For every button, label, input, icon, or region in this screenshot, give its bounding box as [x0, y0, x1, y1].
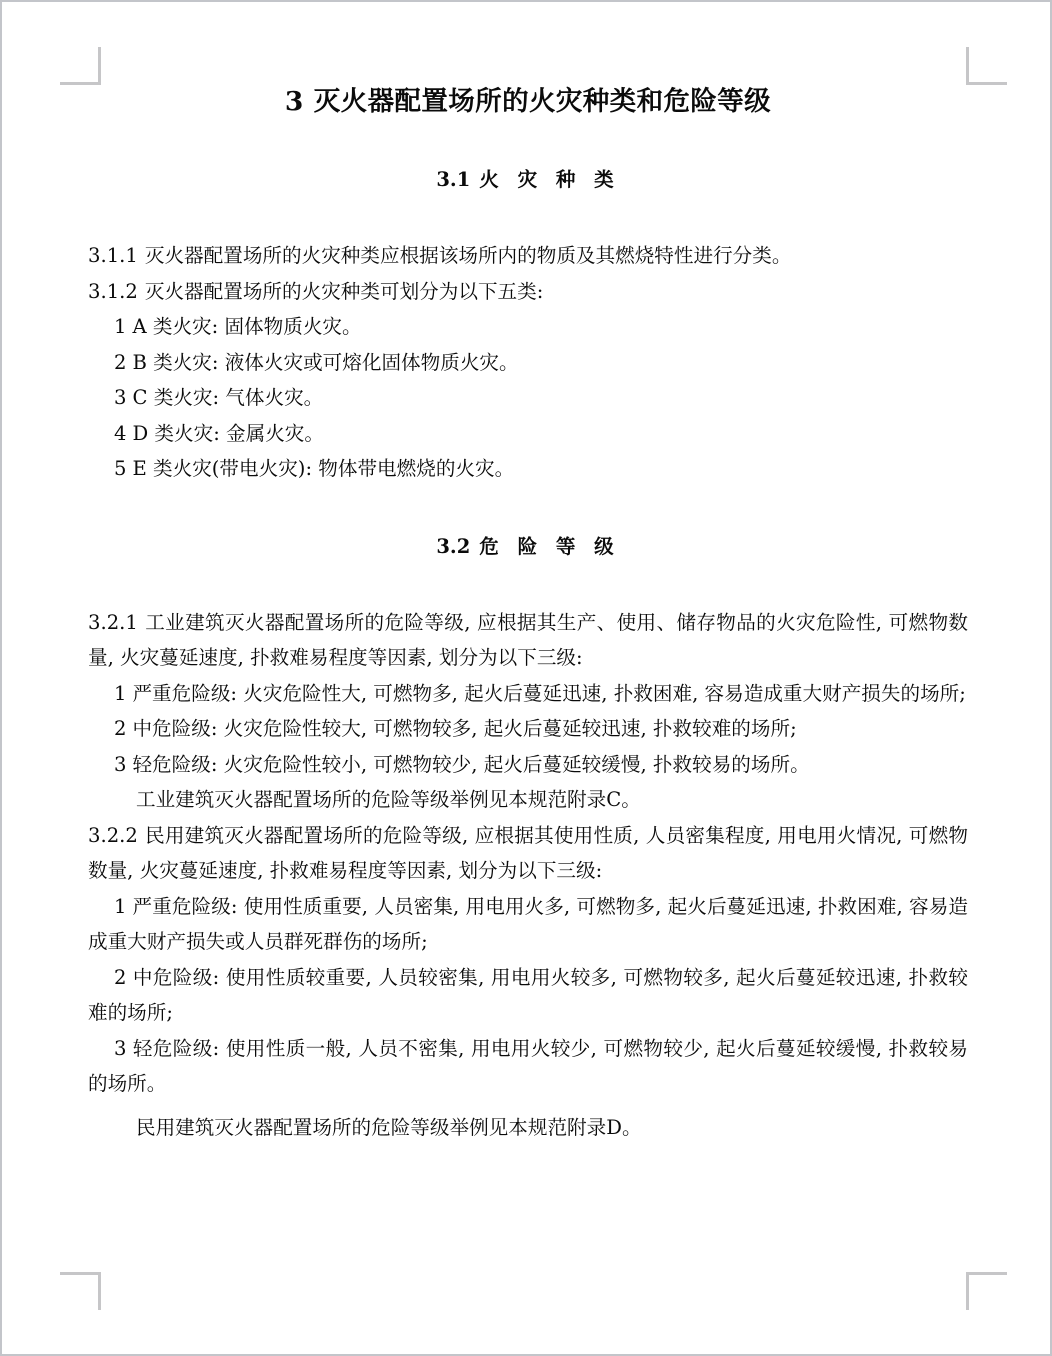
- crop-mark-vertical-line: [966, 1272, 969, 1310]
- list-item-civil-light: [88, 1031, 968, 1102]
- clause-text: 工业建筑灭火器配置场所的危险等级, 应根据其生产、使用、储存物品的火灾危险性, 可燃物数量, 火灾蔓延速度, 扑救难易程度等因素, 划分为以下三级:: [88, 610, 968, 670]
- item-number: 1: [114, 894, 127, 918]
- section-heading-3-1: [88, 166, 968, 193]
- chapter-title-text: 灭火器配置场所的火灾种类和危险等级: [313, 86, 772, 117]
- item-number: 2: [114, 965, 127, 989]
- item-text: 轻危险级: 火灾危险性较小, 可燃物较少, 起火后蔓延较缓慢, 扑救较易的场所。: [132, 752, 810, 776]
- item-text: 轻危险级: 使用性质一般, 人员不密集, 用电用火较少, 可燃物较少, 起火后蔓延较缓慢, 扑救较易的场所。: [88, 1036, 968, 1096]
- clause-3-2-2: [88, 818, 968, 889]
- section-number: 3.1: [436, 167, 471, 191]
- section-heading-3-2: [88, 533, 968, 560]
- note-appendix-c: 工业建筑灭火器配置场所的危险等级举例见本规范附录C。: [136, 788, 641, 812]
- crop-mark-horizontal-line: [969, 1272, 1007, 1275]
- clause-text: 灭火器配置场所的火灾种类可划分为以下五类:: [144, 279, 544, 303]
- item-text: E 类火灾(带电火灾): 物体带电燃烧的火灾。: [132, 457, 515, 481]
- crop-mark-horizontal-line: [969, 82, 1007, 85]
- crop-mark-vertical-line: [98, 1272, 101, 1310]
- list-item-fire-class-e: [88, 451, 968, 487]
- section-number: 3.2: [436, 534, 471, 558]
- item-number: 3: [114, 752, 127, 776]
- note-appendix-d: 民用建筑灭火器配置场所的危险等级举例见本规范附录D。: [136, 1115, 642, 1139]
- item-text: 中危险级: 使用性质较重要, 人员较密集, 用电用火较多, 可燃物较多, 起火后蔓延较迅速, 扑救较难的场所;: [88, 965, 968, 1025]
- clause-label: 3.2.2: [88, 823, 138, 847]
- list-item-civil-severe: [88, 889, 968, 960]
- item-number: 2: [114, 717, 127, 741]
- list-item-fire-class-d: [88, 416, 968, 452]
- chapter-heading: [88, 84, 968, 120]
- clause-label: 3.1.2: [88, 279, 138, 303]
- item-number: 3: [114, 1036, 127, 1060]
- item-text: 严重危险级: 使用性质重要, 人员密集, 用电用火多, 可燃物多, 起火后蔓延迅速, 扑救困难, 容易造成重大财产损失或人员群死群伤的场所;: [88, 894, 968, 954]
- item-number: 5: [114, 457, 127, 481]
- list-item-civil-medium: [88, 960, 968, 1031]
- crop-mark-bottom-right: [966, 1272, 1007, 1313]
- spacer: [88, 1102, 968, 1110]
- item-text: 中危险级: 火灾危险性较大, 可燃物较多, 起火后蔓延较迅速, 扑救较难的场所;: [132, 717, 797, 741]
- clause-label: 3.1.1: [88, 244, 138, 268]
- clause-3-1-1: [88, 238, 968, 274]
- item-number: 1: [114, 315, 127, 339]
- section-title-text: 火 灾 种 类: [479, 167, 620, 191]
- item-number: 2: [114, 350, 127, 374]
- clause-3-1-2: [88, 274, 968, 310]
- list-item-fire-class-a: [88, 309, 968, 345]
- chapter-number: 3: [284, 86, 304, 117]
- list-item-industrial-severe: [88, 676, 968, 712]
- list-item-fire-class-b: [88, 345, 968, 381]
- list-item-industrial-light: [88, 747, 968, 783]
- item-text: A 类火灾: 固体物质火灾。: [132, 315, 362, 339]
- item-number: 3: [114, 386, 127, 410]
- item-text: 严重危险级: 火灾危险性大, 可燃物多, 起火后蔓延迅速, 扑救困难, 容易造成重大财产损失的场所;: [132, 681, 966, 705]
- clause-3-2-1: [88, 605, 968, 676]
- item-text: B 类火灾: 液体火灾或可熔化固体物质火灾。: [132, 350, 519, 374]
- list-item-industrial-medium: [88, 711, 968, 747]
- item-number: 1: [114, 681, 127, 705]
- item-text: C 类火灾: 气体火灾。: [132, 386, 324, 410]
- crop-mark-horizontal-line: [60, 1272, 98, 1275]
- spacer: [88, 560, 968, 577]
- list-item-fire-class-c: [88, 380, 968, 416]
- section-title-text: 危 险 等 级: [479, 534, 620, 558]
- spacer: [88, 193, 968, 210]
- clause-label: 3.2.1: [88, 610, 138, 634]
- clause-text: 民用建筑灭火器配置场所的危险等级, 应根据其使用性质, 人员密集程度, 用电用火情况, 可燃物数量, 火灾蔓延速度, 扑救难易程度等因素, 划分为以下三级:: [88, 823, 968, 883]
- item-text: D 类火灾: 金属火灾。: [132, 421, 324, 445]
- item-number: 4: [114, 421, 127, 445]
- document-body: [88, 72, 968, 1145]
- crop-mark-bottom-left: [60, 1272, 101, 1313]
- crop-mark-top-right: [966, 44, 1007, 85]
- clause-text: 灭火器配置场所的火灾种类应根据该场所内的物质及其燃烧特性进行分类。: [144, 244, 792, 268]
